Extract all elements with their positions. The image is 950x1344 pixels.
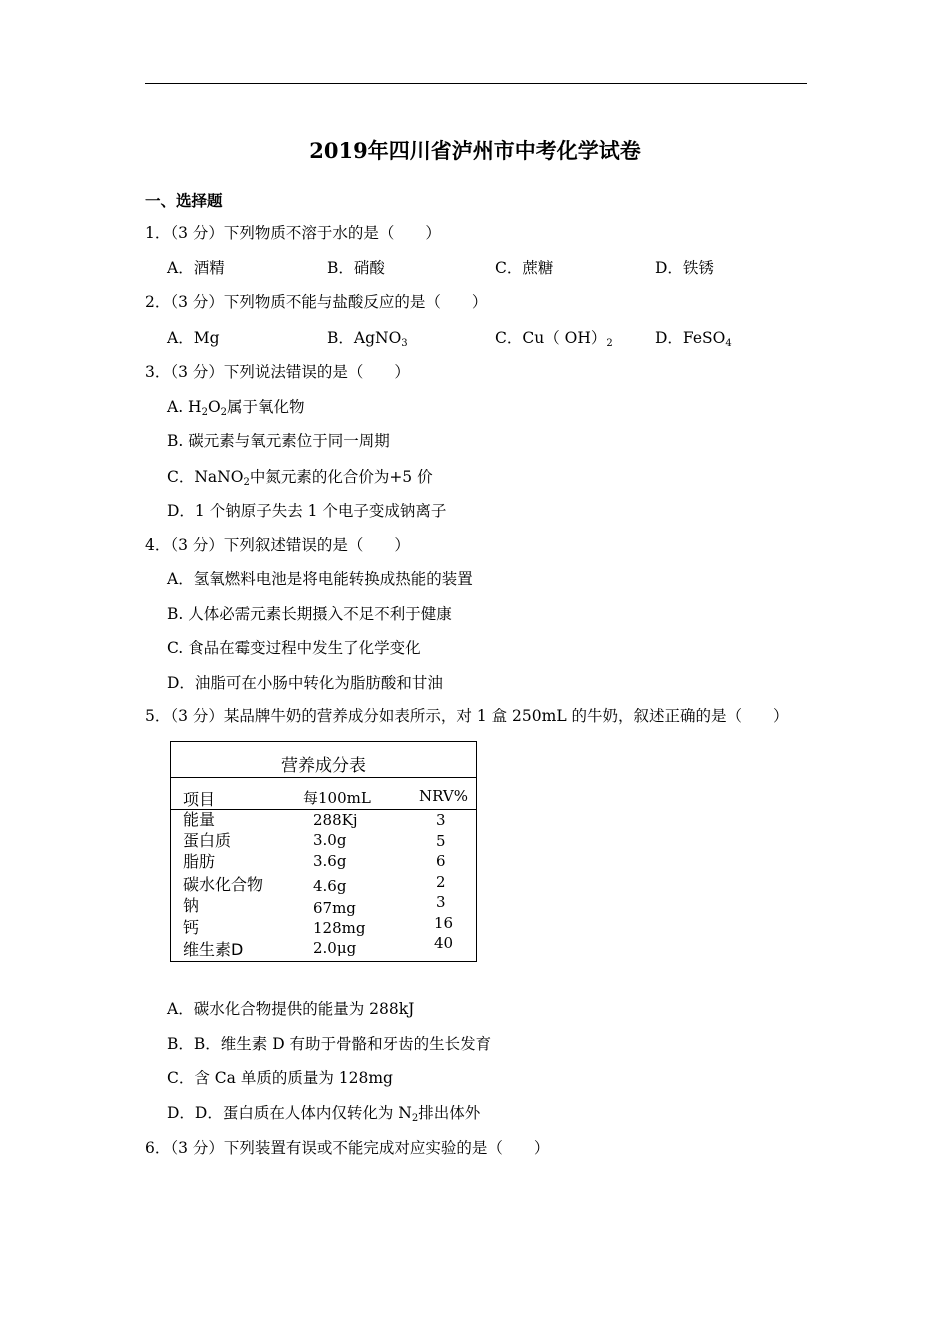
section-heading: 一、选择题 [145, 191, 223, 210]
nutrition-table-divider [171, 777, 476, 778]
table-row-nrv: 3 [436, 893, 446, 911]
table-row-label: 蛋白质 [183, 831, 232, 850]
question-1-option-c: C．蔗糖 [495, 259, 554, 277]
question-2-option-b: B．AgNO$_3$ [327, 329, 408, 349]
question-3-option-d: D．1 个钠原子失去 1 个电子变成钠离子 [167, 502, 447, 520]
table-row-nrv: 16 [434, 914, 454, 932]
question-5-option-d: D．D．蛋白质在人体内仅转化为 $N_2$排出体外 [167, 1104, 481, 1124]
question-4-option-b: B. 人体必需元素长期摄入不足不利于健康 [167, 605, 452, 623]
table-row-value: 288Kj [313, 811, 358, 829]
question-5-option-b: B．B．维生素 D 有助于骨骼和牙齿的生长发育 [167, 1035, 492, 1053]
table-row-nrv: 3 [436, 811, 446, 829]
question-4-option-d: D．油脂可在小肠中转化为脂肪酸和甘油 [167, 674, 443, 692]
table-row-nrv: 6 [436, 852, 446, 870]
table-row-label: 能量 [183, 810, 216, 829]
question-3-stem: 3．（3 分）下列说法错误的是（ ） [145, 363, 410, 381]
question-1-option-d: D．铁锈 [655, 259, 714, 277]
table-row-value: 128mg [313, 919, 366, 937]
question-2-option-a: A．Mg [167, 329, 220, 347]
question-2-option-d: D．FeSO$_4$ [655, 329, 732, 349]
question-5-option-a: A．碳水化合物提供的能量为 288kJ [167, 1000, 415, 1018]
table-row-nrv: 40 [434, 934, 454, 952]
question-5-stem: 5．（3 分）某品牌牛奶的营养成分如表所示，对 1 盒 250mL 的牛奶，叙述正确的是（ ） [145, 707, 789, 725]
nutrition-table-header-nrv: NRV% [419, 787, 468, 805]
question-5-option-c: C．含 Ca 单质的质量为 128mg [167, 1069, 393, 1087]
nutrition-table-header-per100: 每100mL [303, 789, 371, 807]
nutrition-table-header-item: 项目 [183, 790, 216, 809]
table-row-value: 4.6g [313, 877, 347, 895]
nutrition-table-title: 营养成分表 [281, 756, 366, 776]
table-row-nrv: 5 [436, 832, 446, 850]
table-row-label: 脂肪 [183, 852, 216, 871]
question-1-stem: 1．（3 分）下列物质不溶于水的是（ ） [145, 224, 441, 242]
question-2-option-c: C．Cu（ $OH)_2$ [495, 329, 613, 349]
table-row-label: 碳水化合物 [183, 875, 264, 894]
table-row-value: 2.0μg [313, 939, 357, 957]
question-3-option-a: A. $H_2O_2$属于氧化物 [167, 398, 305, 418]
header-rule [145, 83, 807, 84]
question-4-option-c: C. 食品在霉变过程中发生了化学变化 [167, 639, 421, 657]
question-1-option-a: A．酒精 [167, 259, 225, 277]
table-row-label: 维生素D [183, 940, 244, 959]
table-row-value: 67mg [313, 899, 356, 917]
question-3-option-b: B. 碳元素与氧元素位于同一周期 [167, 432, 390, 450]
table-row-label: 钠 [183, 896, 200, 915]
question-2-stem: 2．（3 分）下列物质不能与盐酸反应的是（ ） [145, 293, 488, 311]
question-4-option-a: A．氢氧燃料电池是将电能转换成热能的装置 [167, 570, 473, 588]
page-title: 2019年四川省泸州市中考化学试卷 [309, 138, 641, 163]
question-1-option-b: B．硝酸 [327, 259, 385, 277]
table-row-label: 钙 [183, 918, 200, 937]
question-6-stem: 6．（3 分）下列装置有误或不能完成对应实验的是（ ） [145, 1139, 550, 1157]
question-3-option-c: C．NaNO$_2$中氮元素的化合价为+5 价 [167, 468, 433, 488]
table-row-value: 3.0g [313, 831, 347, 849]
nutrition-table [170, 741, 477, 962]
table-row-nrv: 2 [436, 873, 446, 891]
table-row-value: 3.6g [313, 852, 347, 870]
question-4-stem: 4．（3 分）下列叙述错误的是（ ） [145, 536, 410, 554]
